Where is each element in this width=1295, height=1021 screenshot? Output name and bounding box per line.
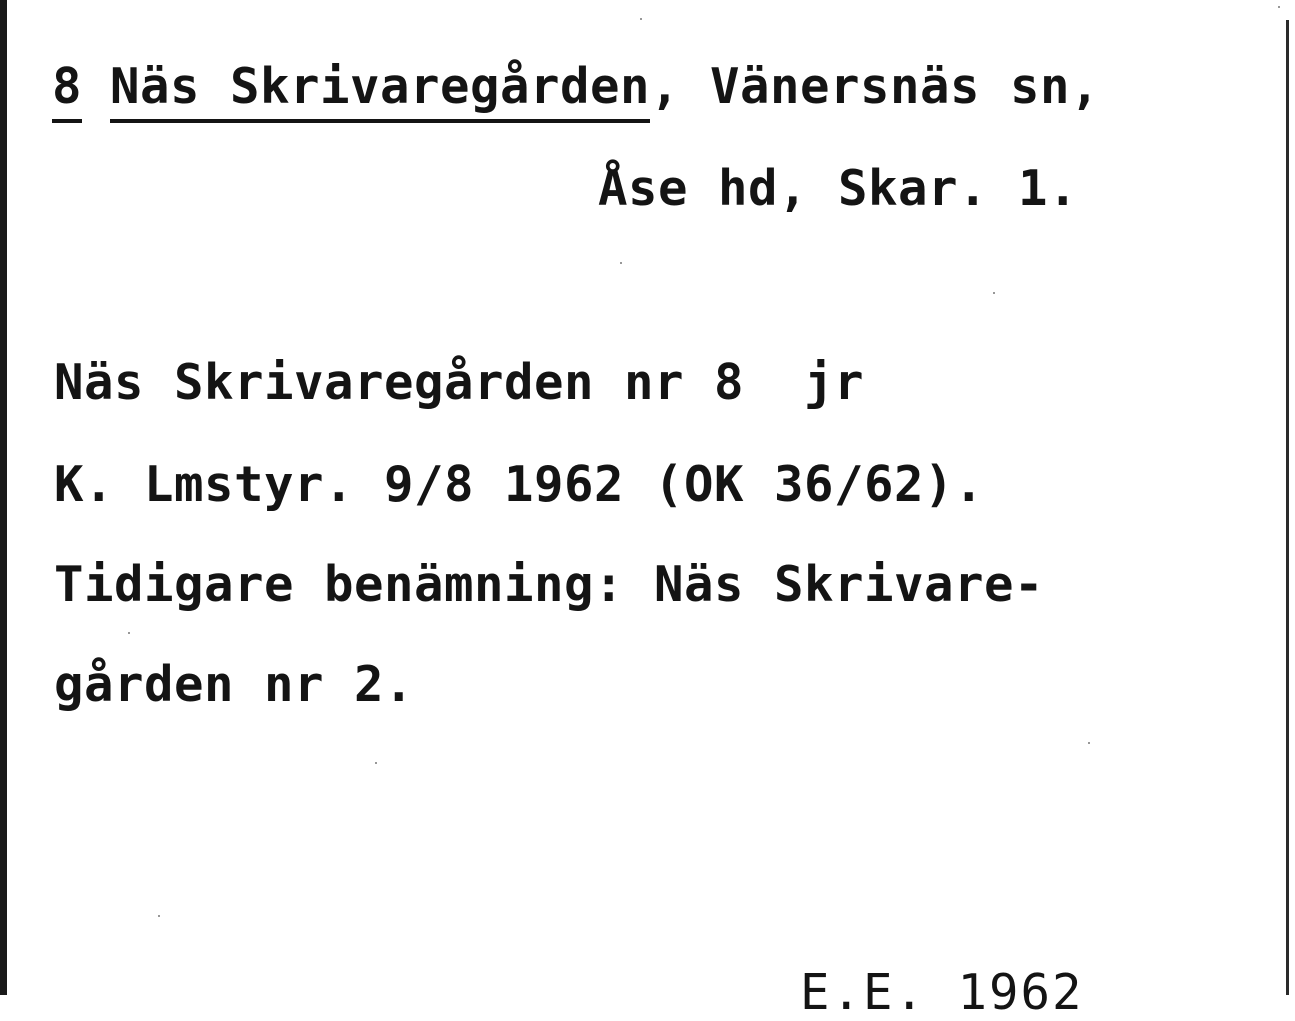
heading-number: 8 — [52, 58, 82, 123]
card-subheading: Åse hd, Skar. 1. — [598, 160, 1079, 217]
heading-parish: , Vänersnäs sn, — [650, 58, 1101, 115]
paper-speck — [128, 632, 130, 634]
heading-place-name: Näs Skrivaregården — [110, 58, 650, 123]
body-line: K. Lmstyr. 9/8 1962 (OK 36/62). — [54, 456, 985, 513]
body-line: Tidigare benämning: Näs Skrivare- — [54, 556, 1045, 613]
paper-speck — [375, 762, 377, 764]
card-left-edge — [0, 0, 7, 995]
paper-speck — [1278, 6, 1280, 8]
paper-speck — [640, 18, 642, 20]
paper-speck — [1088, 742, 1090, 744]
paper-speck — [993, 292, 995, 294]
paper-speck — [620, 262, 622, 264]
body-line: Näs Skrivaregården nr 8 jr — [54, 354, 865, 411]
card-right-edge — [1286, 20, 1289, 995]
paper-speck — [158, 915, 160, 917]
body-line: gården nr 2. — [54, 656, 415, 713]
card-footer-initials: E.E. 1962 — [800, 964, 1084, 1021]
card-heading — [52, 58, 1101, 115]
